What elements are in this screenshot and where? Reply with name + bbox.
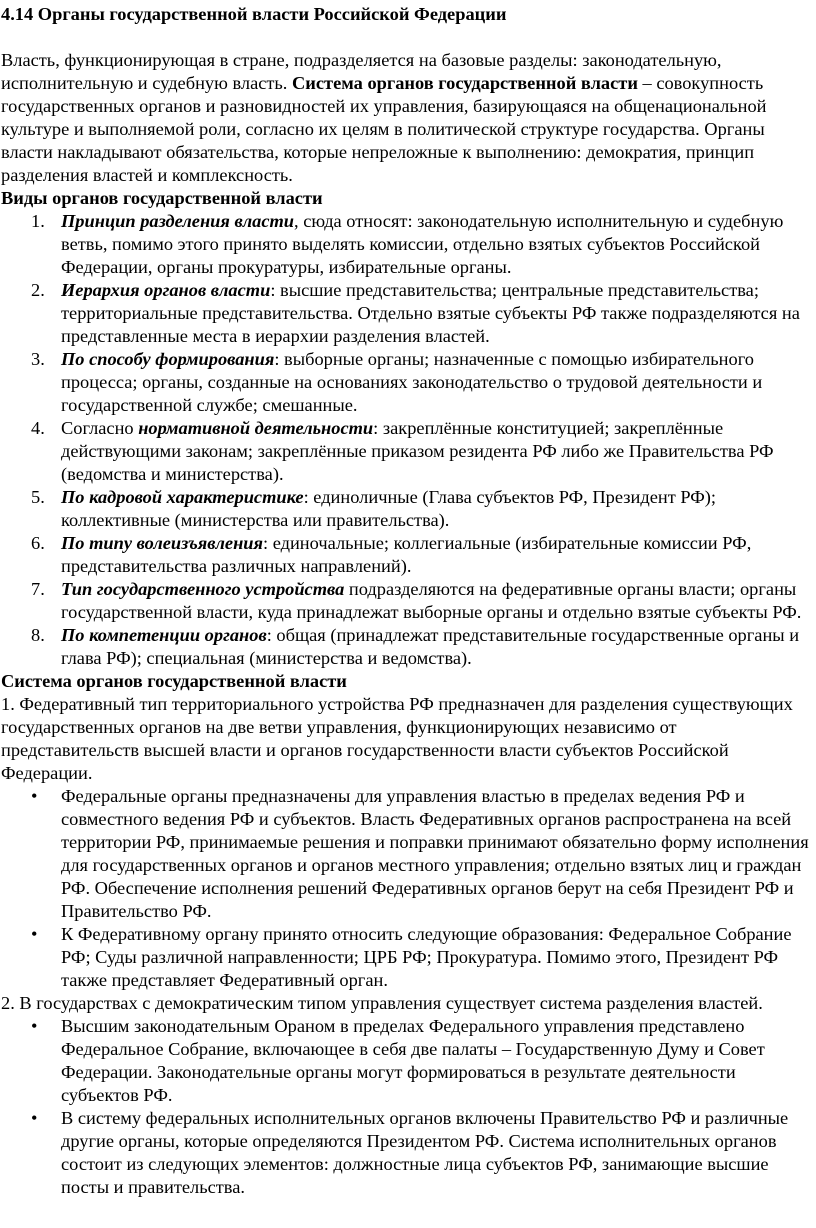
types-list-item bbox=[31, 532, 816, 578]
item-term: нормативной деятельности bbox=[138, 418, 374, 438]
item-term: По способу формирования bbox=[61, 349, 275, 369]
system-heading: Система органов государственной власти bbox=[1, 671, 347, 691]
bullet-item: • В систему федеральных исполнительных органов включены Правительство РФ и различные другие органы, которые определяются Президентом РФ. Система исполнительных органов состоит из следующих элементов: должностные лица субъектов РФ, занимающие высшие посты и правительства. bbox=[61, 1107, 816, 1199]
item-number: 2. bbox=[31, 280, 45, 300]
item-term: Тип государственного устройства bbox=[61, 579, 345, 599]
types-list-item bbox=[31, 417, 816, 486]
item-number: 5. bbox=[31, 487, 45, 507]
intro-paragraph bbox=[1, 49, 816, 187]
item-prefix: Согласно bbox=[61, 418, 139, 438]
section-1-bullets bbox=[1, 785, 816, 992]
types-list bbox=[1, 210, 816, 670]
bullet-item: • Федеральные органы предназначены для управления властью в пределах ведения РФ и совместного ведения РФ и субъектов. Власть Федеративных органов распространена на всей территории РФ, принимаемые решения и поправки принимают обязательно форму исполнения для государственных органов и органов местного управления; отдельно взятых лиц и граждан РФ. Обеспечение исполнения решений Федеративных органов берут на себя Президент РФ и Правительство РФ. bbox=[61, 785, 816, 923]
types-list-item bbox=[31, 486, 816, 532]
item-text: : общая (принадлежат представительные государственные органы и глава РФ); специальная (министерства и ведомства). bbox=[61, 625, 800, 668]
section-1-paragraph: 1. Федеративный тип территориального устройства РФ предназначен для разделения существующих государственных органов на две ветви управления, функционирующих независимо от представительств высшей власти и органов государственности власти субъектов Российской Федерации. bbox=[1, 694, 793, 783]
item-text: подразделяются на федеративные органы власти; органы государственной власти, куда принадлежат выборные органы и отдельно взятые субъекты РФ. bbox=[61, 579, 802, 622]
intro-text-end: – совокупность государственных органов и разновидностей их управления, базирующаяся на общенациональной культуре и выполняемой роли, согласно их целям в политической структуре государства. Органы власти накладывают обязательства, которые непреложные к выполнению: демократия, принцип разделения властей и комплексность. bbox=[1, 73, 767, 185]
item-term: По кадровой характеристике bbox=[61, 487, 304, 507]
blank-line bbox=[1, 26, 816, 49]
bullet-item: • К Федеративному органу принято относить следующие образования: Федеральное Собрание РФ; Суды различной направленности; ЦРБ РФ; Прокуратура. Помимо этого, Президент РФ также представляет Федеративный орган. bbox=[61, 923, 816, 992]
types-list-item bbox=[31, 210, 816, 279]
bullet-item: • Высшим законодательным Ораном в пределах Федерального управления представлено Федеральное Собрание, включающее в себя две палаты – Государственную Думу и Совет Федерации. Законодательные органы могут формироваться в результате деятельности субъектов РФ. bbox=[61, 1015, 816, 1107]
item-number: 3. bbox=[31, 349, 45, 369]
item-text: , сюда относят: законодательную исполнительную и судебную ветвь, помимо этого принято выделять комиссии, отдельно взятых субъектов Российской Федерации, органы прокуратуры, избирательные органы. bbox=[61, 211, 784, 277]
item-term: По типу волеизъявления bbox=[61, 533, 263, 553]
types-list-item bbox=[31, 348, 816, 417]
item-text: : высшие представительства; центральные представительства; территориальные представительства. Отдельно взятые субъекты РФ также подразделяются на представленные места в иерархии разделения властей. bbox=[61, 280, 800, 346]
intro-definition-term: Система органов государственной власти bbox=[292, 73, 638, 93]
item-number: 4. bbox=[31, 418, 45, 438]
types-heading: Виды органов государственной власти bbox=[1, 188, 323, 208]
page-title: 4.14 Органы государственной власти Российской Федерации bbox=[1, 4, 507, 24]
item-term: Принцип разделения власти bbox=[61, 211, 295, 231]
item-text: : выборные органы; назначенные с помощью избирательного процесса; органы, созданные на основаниях законодательство о трудовой деятельности и государственной службе; смешанные. bbox=[61, 349, 763, 415]
item-number: 8. bbox=[31, 625, 45, 645]
item-number: 1. bbox=[31, 211, 45, 231]
types-list-item bbox=[31, 624, 816, 670]
item-number: 7. bbox=[31, 579, 45, 599]
section-2-bullets bbox=[1, 1015, 816, 1199]
types-list-item bbox=[31, 578, 816, 624]
intro-text-start: Власть, функционирующая в стране, подразделяется на базовые разделы: законодательную, исполнительную и судебную власть. bbox=[1, 50, 722, 93]
item-term: По компетенции органов bbox=[61, 625, 267, 645]
item-text: : закреплённые конституцией; закреплённые действующими законам; закреплённые приказом резидента РФ либо же Правительства РФ (ведомства и министерства). bbox=[61, 418, 774, 484]
item-text: : единоличные (Глава субъектов РФ, Президент РФ); коллективные (министерства или правительства). bbox=[61, 487, 717, 530]
item-number: 6. bbox=[31, 533, 45, 553]
item-text: : единочальные; коллегиальные (избирательные комиссии РФ, представительства различных направлений). bbox=[61, 533, 752, 576]
types-list-item bbox=[31, 279, 816, 348]
item-term: Иерархия органов власти bbox=[61, 280, 271, 300]
section-2-paragraph: 2. В государствах с демократическим типом управления существует система разделения властей. bbox=[1, 993, 763, 1013]
